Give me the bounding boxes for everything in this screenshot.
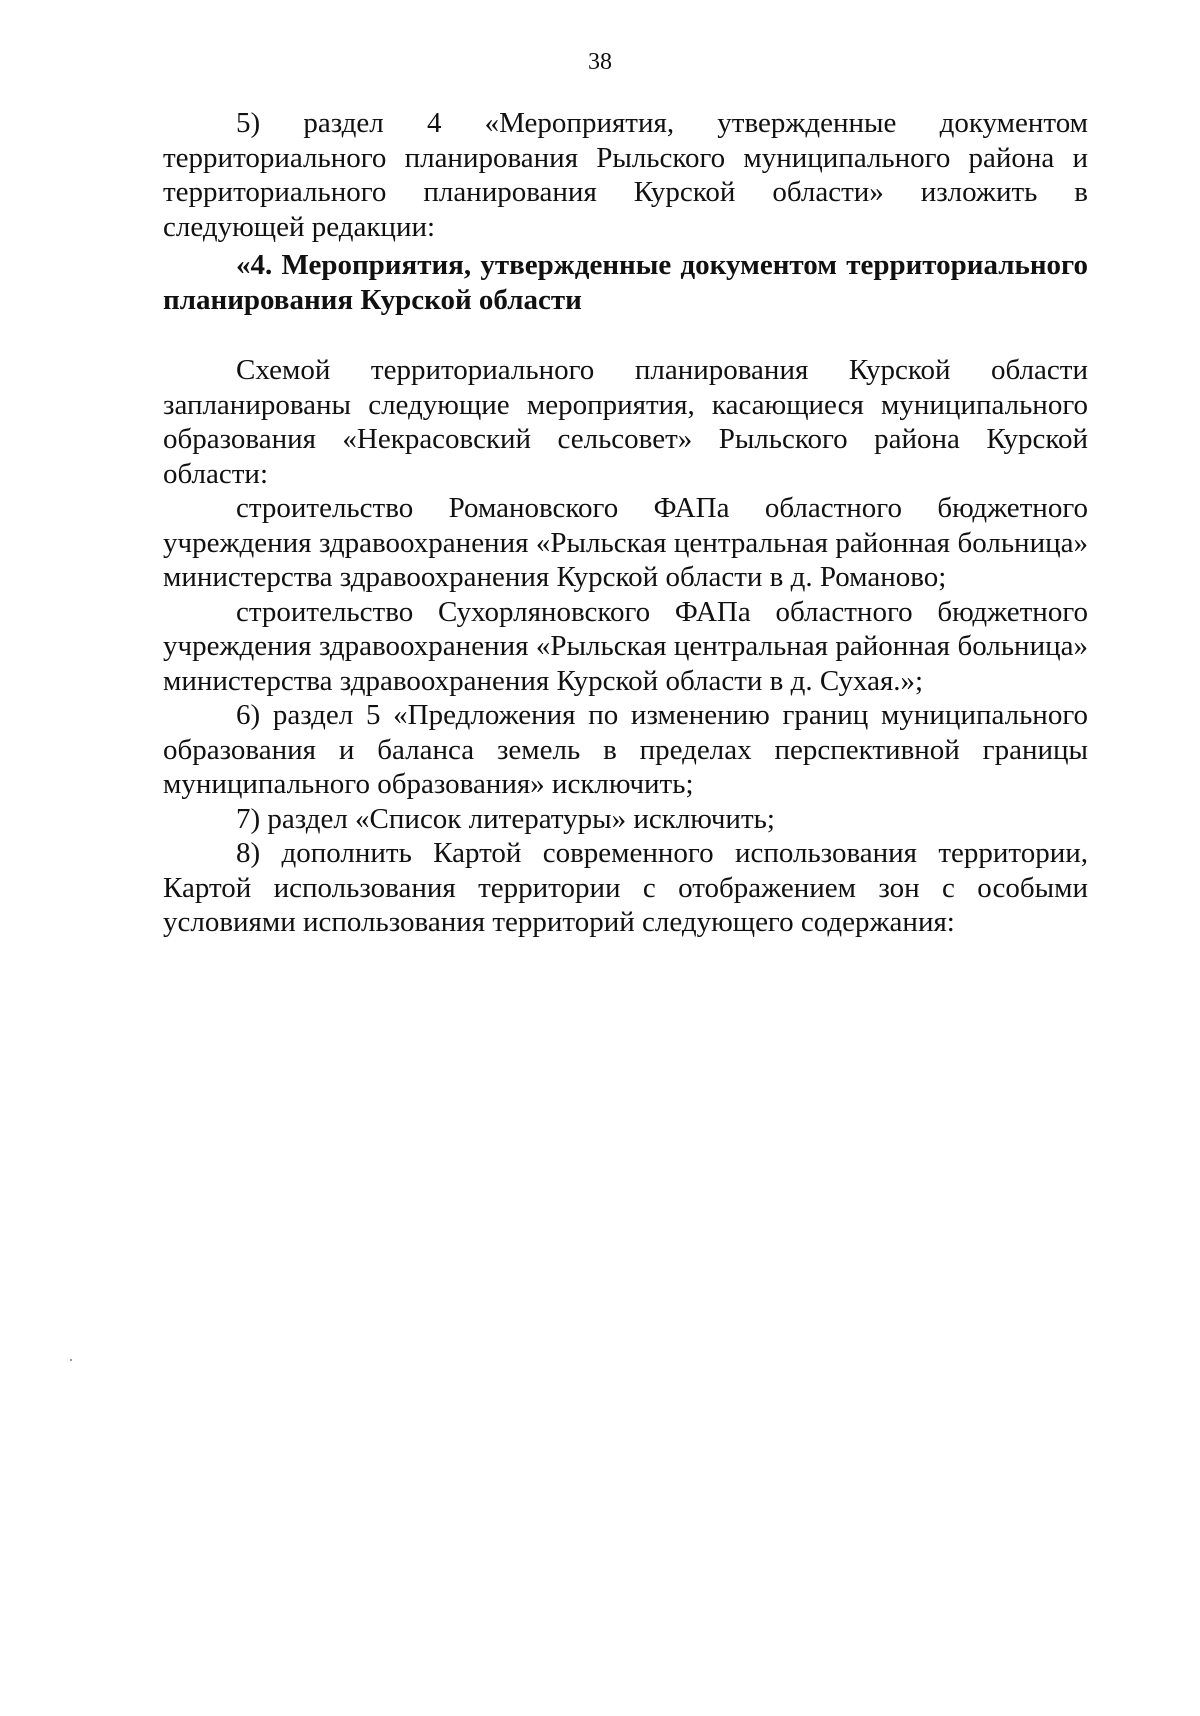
paragraph-item-6: 6) раздел 5 «Предложения по изменению границ муниципального образования и баланса земель в пределах перспективной границы муниципального образования» исключить; bbox=[163, 699, 1088, 800]
paragraph-scheme-intro: Схемой территориального планирования Курской области запланированы следующие мероприятия, касающиеся муниципального образования «Некрасовский сельсовет» Рыльского района Курской области: bbox=[163, 354, 1088, 490]
blank-line bbox=[163, 317, 1088, 353]
paragraph-item-7: 7) раздел «Список литературы» исключить; bbox=[236, 802, 775, 835]
paragraph-item-5: 5) раздел 4 «Мероприятия, утвержденные документом территориального планирования Рыльского муниципального района и территориального планирования Курской области» изложить в следующей редакции: bbox=[163, 107, 1088, 243]
paragraph-item-8: 8) дополнить Картой современного использования территории, Картой использования территории с отображением зон с особыми условиями использования территорий следующего содержания: bbox=[163, 837, 1088, 938]
scan-speck bbox=[70, 1359, 72, 1361]
document-body bbox=[163, 106, 1088, 940]
paragraph-romanovo-fap: строительство Романовского ФАПа областного бюджетного учреждения здравоохранения «Рыльская центральная районная больница» министерства здравоохранения Курской области в д. Романово; bbox=[163, 492, 1088, 593]
section-heading: «4. Мероприятия, утвержденные документом территориального планирования Курской области bbox=[163, 249, 1088, 316]
paragraph-sukhaya-fap: строительство Сухорляновского ФАПа областного бюджетного учреждения здравоохранения «Рыльская центральная районная больница» министерства здравоохранения Курской области в д. Сухая.»; bbox=[163, 595, 1088, 697]
page-number: 38 bbox=[588, 49, 612, 75]
